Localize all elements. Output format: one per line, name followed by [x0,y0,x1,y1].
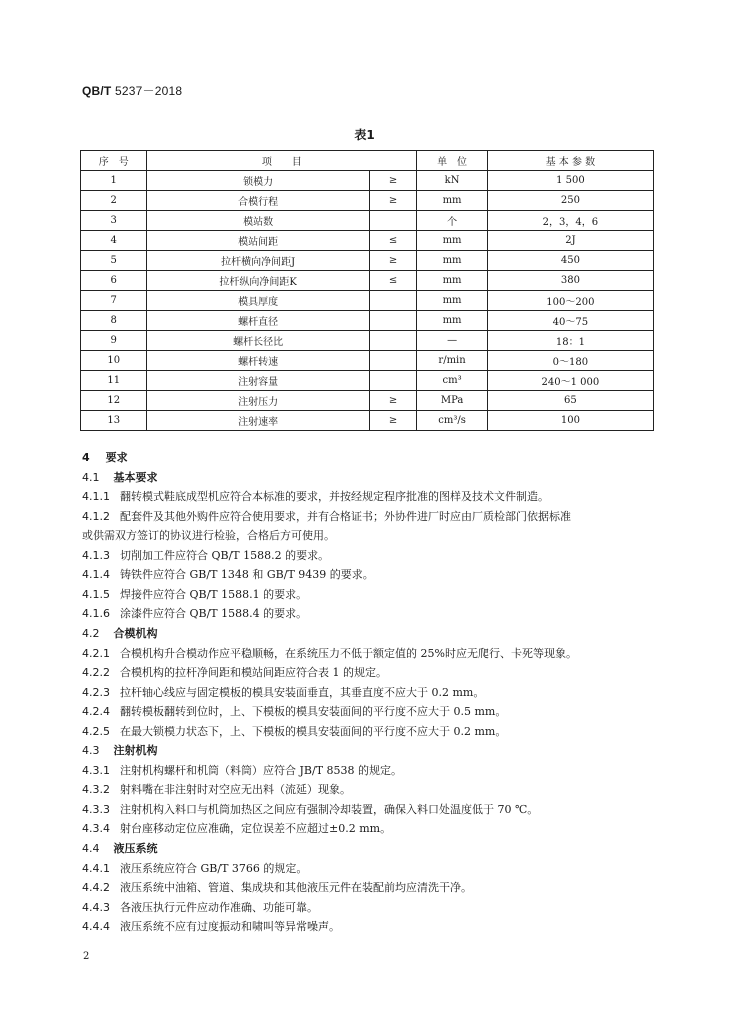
clause-text [82,820,391,836]
clause-number: 4.3.1 [82,764,110,777]
row-unit: cm³/s [417,411,487,431]
clause-text [82,605,307,621]
row-number: 10 [81,351,147,371]
row-operator [369,351,417,371]
row-unit: r/min [417,351,487,371]
row-item: 螺杆直径 [147,311,369,331]
row-value: 40～75 [487,311,653,331]
clause-content: 在最大锁模力状态下，上、下模板的模具安装面间的平行度不应大于 0.2 mm。 [120,725,507,738]
row-number: 5 [81,251,147,271]
clause-content: 射料嘴在非注射时对空应无出料（流延）现象。 [120,783,351,796]
clause-number: 4.2.5 [82,725,110,738]
row-item: 模站间距 [147,231,369,251]
table-row [81,251,654,271]
clause-content: 液压系统应符合 GB/T 3766 的规定。 [120,862,308,875]
clause-number: 4.3.2 [82,783,110,796]
clause-content: 切削加工件应符合 QB/T 1588.2 的要求。 [120,549,330,562]
row-item: 拉杆横向净间距J [147,251,369,271]
clause-content: 射台座移动定位应准确，定位误差不应超过±0.2 mm。 [120,822,392,835]
row-number: 7 [81,291,147,311]
clause-content: 要求 [105,451,128,464]
row-item: 拉杆纵向净间距K [147,271,369,291]
clause-text [82,566,374,582]
clause-number: 4.2.3 [82,686,110,699]
clause-text [82,645,577,661]
table-row [81,271,654,291]
row-operator [369,211,417,231]
row-unit: mm [417,271,487,291]
table-row [81,191,654,211]
clause-content: 配套件及其他外购件应符合使用要求，并有合格证书；外协件进厂时应由厂质检部门依据标准 [120,510,571,523]
clause-text [82,508,571,524]
clause-text [82,918,340,934]
clause-number: 4.1.1 [82,490,110,503]
parameter-table [80,150,654,431]
clause-text [82,488,549,504]
clause-number: 4.1 [82,471,100,484]
row-value: 100 [487,411,653,431]
clause-content: 液压系统 [113,842,158,855]
row-unit: MPa [417,391,487,411]
clause-number: 4.2.4 [82,705,110,718]
clause-number: 4.4.1 [82,862,110,875]
row-value: 1 500 [487,171,653,191]
row-operator [369,331,417,351]
table-row [81,171,654,191]
clause-number: 4.3.3 [82,803,110,816]
row-number: 2 [81,191,147,211]
row-operator [369,291,417,311]
row-unit: mm [417,231,487,251]
table-body [81,171,654,431]
row-item: 注射容量 [147,371,369,391]
section-heading [82,840,158,856]
row-operator: ≥ [369,251,417,271]
clause-text [82,723,506,739]
row-value: 65 [487,391,653,411]
table-header-row [81,151,654,171]
header-value: 基 本 参 数 [487,151,653,171]
clause-content: 翻转模板翻转到位时，上、下模板的模具安装面间的平行度不应大于 0.5 mm。 [120,705,507,718]
row-operator: ≥ [369,191,417,211]
clause-number: 4.1.5 [82,588,110,601]
row-value: 100～200 [487,291,653,311]
row-item: 模具厚度 [147,291,369,311]
clause-number: 4.2 [82,627,100,640]
section-heading [82,742,158,758]
row-operator: ≥ [369,171,417,191]
clause-content: 各液压执行元件应动作准确、功能可靠。 [120,901,318,914]
clause-content: 焊接件应符合 QB/T 1588.1 的要求。 [120,588,308,601]
table-row [81,411,654,431]
table-row [81,211,654,231]
clause-text [82,781,351,797]
row-value: 250 [487,191,653,211]
clause-text [82,527,335,543]
clause-number: 4.2.2 [82,666,110,679]
clause-content: 注射机构 [113,744,158,757]
row-number: 11 [81,371,147,391]
clause-content: 翻转模式鞋底成型机应符合本标准的要求，并按经规定程序批准的图样及技术文件制造。 [120,490,549,503]
row-operator: ≤ [369,231,417,251]
row-value: 450 [487,251,653,271]
row-operator [369,311,417,331]
page-number: 2 [83,951,90,962]
clause-number: 4.3 [82,744,100,757]
clause-number: 4.1.6 [82,607,110,620]
row-number: 4 [81,231,147,251]
row-item: 锁模力 [147,171,369,191]
clause-text [82,547,329,563]
section-heading [82,449,128,465]
row-value: 2J [487,231,653,251]
clause-text [82,762,402,778]
row-item: 注射速率 [147,411,369,431]
row-item: 模站数 [147,211,369,231]
clause-text [82,664,387,680]
clause-content: 合模机构升合模动作应平稳顺畅，在系统压力不低于额定值的 25%时应无爬行、卡死等现象。 [120,647,577,660]
clause-number: 4.1.3 [82,549,110,562]
row-number: 13 [81,411,147,431]
clause-number: 4.4.2 [82,881,110,894]
row-number: 8 [81,311,147,331]
row-unit: — [417,331,487,351]
clause-text [82,801,538,817]
clause-number: 4.1.4 [82,568,110,581]
row-unit: mm [417,291,487,311]
clause-content: 液压系统不应有过度振动和啸叫等异常噪声。 [120,920,340,933]
row-unit: cm³ [417,371,487,391]
row-operator [369,371,417,391]
row-value: 2，3，4，6 [487,211,653,231]
row-value: 380 [487,271,653,291]
clause-text [82,899,318,915]
header-item: 项 目 [147,151,417,171]
standard-number-header: QB/T 5237－2018 [82,84,183,98]
table-row [81,351,654,371]
table-row [81,231,654,251]
clause-text [82,860,307,876]
table-row [81,311,654,331]
table-row [81,391,654,411]
clause-content: 合模机构的拉杆净间距和模站间距应符合表 1 的规定。 [120,666,387,679]
row-operator: ≤ [369,271,417,291]
row-unit: mm [417,251,487,271]
clause-content: 注射机构入料口与机筒加热区之间应有强制冷却装置，确保入料口处温度低于 70 ℃。 [120,803,539,816]
row-unit: mm [417,191,487,211]
row-unit: 个 [417,211,487,231]
row-operator: ≥ [369,391,417,411]
clause-number: 4.2.1 [82,647,110,660]
section-heading [82,469,158,485]
row-item: 螺杆转速 [147,351,369,371]
section-heading [82,625,158,641]
table-title: 表1 [354,128,375,142]
row-item: 螺杆长径比 [147,331,369,351]
row-number: 1 [81,171,147,191]
clause-text [82,586,307,602]
row-item: 合模行程 [147,191,369,211]
clause-number: 4.3.4 [82,822,110,835]
header-no: 序 号 [81,151,147,171]
clause-text [82,879,472,895]
row-unit: kN [417,171,487,191]
clause-content: 合模机构 [113,627,158,640]
row-number: 12 [81,391,147,411]
clause-number: 4.1.2 [82,510,110,523]
clause-content: 基本要求 [113,471,158,484]
clause-number: 4 [82,451,90,464]
row-value: 0～180 [487,351,653,371]
clause-content: 涂漆件应符合 QB/T 1588.4 的要求。 [120,607,308,620]
table-row [81,291,654,311]
row-value: 240～1 000 [487,371,653,391]
clause-content: 注射机构螺杆和机筒（料筒）应符合 JB/T 8538 的规定。 [120,764,403,777]
row-operator: ≥ [369,411,417,431]
row-value: 18：1 [487,331,653,351]
clause-content: 拉杆轴心线应与固定模板的模具安装面垂直，其垂直度不应大于 0.2 mm。 [120,686,485,699]
clause-content: 液压系统中油箱、管道、集成块和其他液压元件在装配前均应清洗干净。 [120,881,472,894]
clause-text [82,684,484,700]
row-unit: mm [417,311,487,331]
row-item: 注射压力 [147,391,369,411]
table-row [81,371,654,391]
clause-content: 或供需双方签订的协议进行检验，合格后方可使用。 [82,529,335,542]
table-row [81,331,654,351]
clause-number: 4.4.3 [82,901,110,914]
clause-content: 铸铁件应符合 GB/T 1348 和 GB/T 9439 的要求。 [120,568,374,581]
row-number: 3 [81,211,147,231]
header-unit: 单 位 [417,151,487,171]
row-number: 6 [81,271,147,291]
clause-text [82,703,506,719]
clause-number: 4.4.4 [82,920,110,933]
row-number: 9 [81,331,147,351]
clause-number: 4.4 [82,842,100,855]
